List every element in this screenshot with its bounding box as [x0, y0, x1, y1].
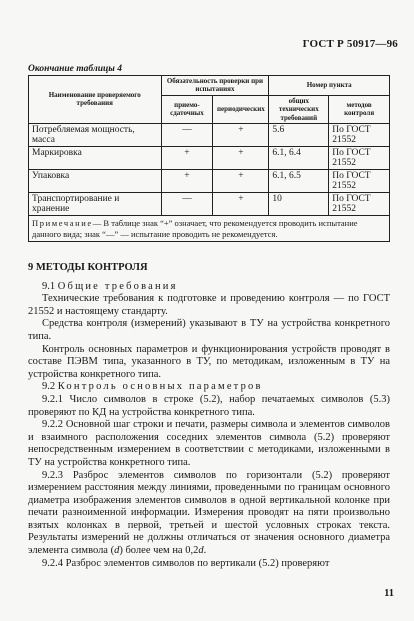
paragraph: Контроль основных параметров и функционирования устройств проводят в составе ПЭВМ типа, указанного в ТУ, по методикам, изложенным в ТУ на устройства конкретного типа. [28, 343, 390, 380]
paragraph: 9.2.2 Основной шаг строки и печати, размеры символа и элементов символов и взаимного расположения соседних элементов символа (5.2) проверяют непосредственным измерением в соответствии с методиками, изложенными в ТУ на устройства конкретного типа. [28, 419, 390, 468]
cell-periodic: + [213, 123, 269, 146]
cell-acceptance: — [161, 123, 213, 146]
cell-name: Потребляемая мощность, масса [29, 123, 162, 146]
cell-acceptance: — [161, 192, 213, 215]
requirements-table [28, 75, 390, 242]
cell-periodic: + [213, 192, 269, 215]
table-row [29, 192, 390, 215]
header-general-tech: общих технических требований [269, 95, 329, 123]
cell-name: Маркировка [29, 146, 162, 169]
table-continuation-label: Окончание таблицы 4 [28, 64, 123, 74]
cell-methods: По ГОСТ 21552 [329, 146, 390, 169]
page-number: 11 [384, 588, 394, 599]
section-title: 9 МЕТОДЫ КОНТРОЛЯ [28, 262, 148, 273]
subsection-heading: 9.2 Контроль основных параметров [42, 381, 263, 393]
table-row [29, 146, 390, 169]
paragraph: 9.2.1 Число символов в строке (5.2), набор печатаемых символов (5.3) проверяют по КД на устройства конкретного типа. [28, 393, 390, 418]
cell-methods: По ГОСТ 21552 [329, 169, 390, 192]
cell-name: Упаковка [29, 169, 162, 192]
standard-code: ГОСТ Р 50917—96 [302, 38, 398, 50]
cell-methods: По ГОСТ 21552 [329, 123, 390, 146]
subsection-heading: 9.1 Общие требования [42, 280, 178, 292]
cell-tech: 5.6 [269, 123, 329, 146]
paragraph: 9.2.3 Разброс элементов символов по горизонтали (5.2) проверяют измерением расстояния между линиями, проведенными по границам основного диаметра изображения элементов символов в одной вертикальной колонке при печати разноименной информации. Измерения проводят на пяти произвольно взятых колонках в первой, третьей и шестой условных строках текста. Результаты измерений не должны отличаться от значения основного диаметра элемента символа (d) более чем на 0,2d. [28, 469, 390, 557]
header-control-methods: методов контроля [329, 95, 390, 123]
header-mandatory: Обязательность проверки при испытаниях [161, 76, 269, 96]
cell-periodic: + [213, 169, 269, 192]
cell-name: Транспортирование и хранение [29, 192, 162, 215]
cell-tech: 6.1, 6.4 [269, 146, 329, 169]
header-requirement-name: Наименование проверяемого требования [29, 76, 162, 124]
paragraph: 9.2.4 Разброс элементов символов по вертикали (5.2) проверяют [42, 557, 330, 569]
note-label: Примечание [32, 217, 93, 228]
table-row [29, 169, 390, 192]
cell-acceptance: + [161, 169, 213, 192]
cell-acceptance: + [161, 146, 213, 169]
body-text [28, 262, 390, 570]
paragraph: Средства контроля (измерений) указывают в ТУ на устройства конкретного типа. [28, 318, 390, 342]
paragraph: Технические требования к подготовке и проведению контроля — по ГОСТ 21552 и настоящему стандарту. [28, 293, 390, 317]
cell-periodic: + [213, 146, 269, 169]
cell-methods: По ГОСТ 21552 [329, 192, 390, 215]
cell-tech: 10 [269, 192, 329, 215]
table-row [29, 123, 390, 146]
table-note [29, 215, 390, 241]
header-acceptance: приемо-сдаточных [161, 95, 213, 123]
note-text: — В таблице знак “+” означает, что рекомендуется проводить испытание данного вида; знак “—” — испытание проводить не рекомендуется. [32, 217, 358, 239]
cell-tech: 6.1, 6.5 [269, 169, 329, 192]
header-periodic: периодических [213, 95, 269, 123]
header-point-number: Номер пункта [269, 76, 390, 96]
